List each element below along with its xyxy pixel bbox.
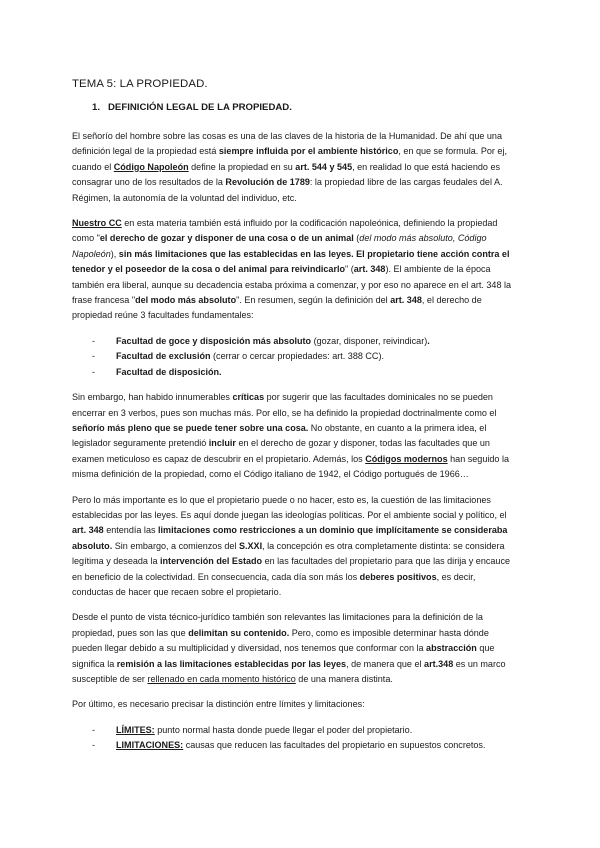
list-item: - Facultad de exclusión (cerrar o cercar propiedades: art. 388 CC). xyxy=(92,351,384,362)
section-number: 1. xyxy=(92,102,101,113)
paragraph-criticism: Sin embargo, han habido innumerables críticas por sugerir que las facultades dominicales no se pueden encerrar en 3 verbos, pues son muchas más. Por ello, se ha definido la propiedad doctrinalmente como el señorío más pleno que se puede tener sobre una cosa. No obstante, en cuanto a la primera idea, el legislador seguramente pretendió incluir en el derecho de gozar y disponer, todas las facultades que un examen meticuloso es capaz de descubrir en el propietario. Además, los Códigos modernos han seguido la misma definición de la propiedad, como el Código italiano de 1942, el Código portugués de 1966… xyxy=(72,392,509,480)
codigos-modernos-ref: Códigos modernos xyxy=(365,453,448,464)
paragraph-limitations: Pero lo más importante es lo que el propietario puede o no hacer, esto es, la cuestión de las limitaciones establecidas por las leyes. Es aquí donde juegan las ideologías políticas. Por el ambiente social y político, el art. 348 entendía las limitaciones como restricciones a un dominio que implícitamente se consideraba absoluto. Sin embargo, a comienzos del S.XXI, la concepción es otra completamente distinta: se considera legítima y deseada la intervención del Estado en las facultades del propietario para que las dirija y encauce en beneficio de la colectividad. En consecuencia, cada día son más los deberes positivos, es decir, conductas de hacer que recaen sobre el propietario. xyxy=(72,494,511,597)
paragraph-civil-code: Nuestro CC en esta materia también está influido por la codificación napoleónica, definiendo la propiedad como "el derecho de gozar y disponer de una cosa o de un animal (del modo más absoluto, Código Napoleón), sin más limitaciones que las establecidas en las leyes. El propietario tiene acción contra el tenedor y el poseedor de la cosa o del animal para reivindicarlo" (art. 348). El ambiente de la época también era liberal, aunque su decadencia estaba próxima a comenzar, y por eso no aparece en el art. 348 la frase francesa "del modo más absoluto". En resumen, según la definición del art. 348, el derecho de propiedad reúne 3 facultades fundamentales: xyxy=(72,218,512,321)
paragraph-history: El señorío del hombre sobre las cosas es una de las claves de la historia de la Humanidad. De ahí que una definición legal de la propiedad está siempre influida por el ambiente histórico, en que se formula. Por ej, cuando el Código Napoleón define la propiedad en su art. 544 y 545, en realidad lo que está haciendo es consagrar uno de los resultados de la Revolución de 1789: la propiedad libre de las cargas feudales del A. Régimen, la autonomía de la voluntad del individuo, etc. xyxy=(72,131,507,203)
section-heading xyxy=(92,102,518,113)
list-item: - Facultad de disposición. xyxy=(92,366,222,377)
section-label: DEFINICIÓN LEGAL DE LA PROPIEDAD. xyxy=(108,102,292,113)
list-item: - LIMITACIONES: causas que reducen las facultades del propietario en supuestos concretos. xyxy=(92,740,486,751)
faculties-list xyxy=(92,334,518,380)
codigo-napoleon-ref: Código Napoleón xyxy=(113,161,189,172)
definitions-list xyxy=(92,723,518,754)
list-item: - Facultad de goce y disposición más absoluto (gozar, disponer, reivindicar). xyxy=(92,335,430,346)
paragraph-final: Por último, es necesario precisar la distinción entre límites y limitaciones: xyxy=(72,699,365,710)
page-title: TEMA 5: LA PROPIEDAD. xyxy=(72,78,208,90)
nuestro-cc-ref: Nuestro CC xyxy=(72,218,122,229)
list-item: - LÍMITES: punto normal hasta donde puede llegar el poder del propietario. xyxy=(92,724,413,735)
paragraph-technical: Desde el punto de vista técnico-jurídico también son relevantes las limitaciones para la definición de la propiedad, pues son las que delimitan su contenido. Pero, como es imposible determinar hasta dónde pueden llegar debido a su multiplicidad y diversidad, nos tenemos que conformar con la abstracción que significa la remisión a las limitaciones establecidas por las leyes, de manera que el art.348 es un marco susceptible de ser rellenado en cada momento histórico de una manera distinta. xyxy=(72,612,506,684)
